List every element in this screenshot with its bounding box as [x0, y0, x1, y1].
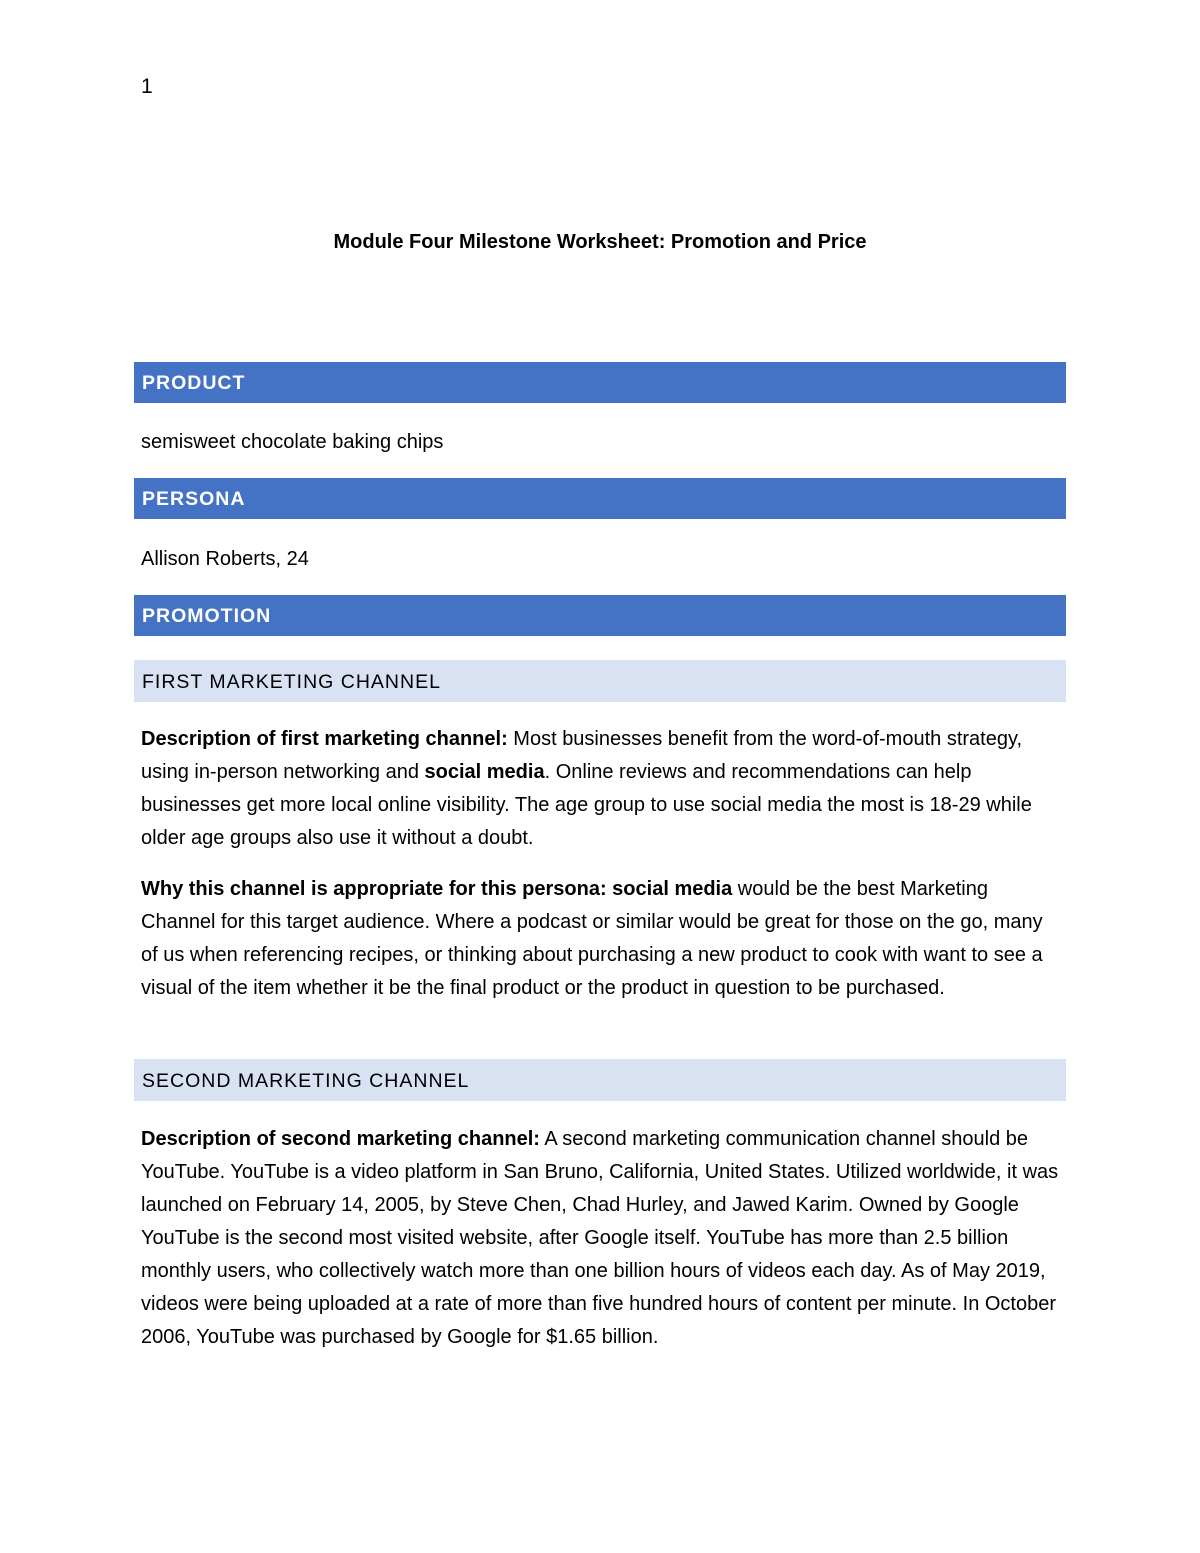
first-channel-description-bold: social media	[424, 761, 545, 783]
first-channel-rationale-text: would be the best Marketing Channel for this target audience. Where a podcast or similar would be great for those on the go, many of us when referencing recipes, or thinking about purchasing a new product to cook with want to see a visual of the item whether it be the final product or the product in question to be purchased.	[141, 878, 1043, 999]
first-channel-description-text-1: Most businesses benefit from the word-of-mouth strategy, using in-person networking and	[141, 728, 1023, 783]
second-channel-description-text: A second marketing communication channel should be YouTube. YouTube is a video platform in San Bruno, California, United States. Utilized worldwide, it was launched on February 14, 2005, by Steve Chen, Chad Hurley, and Jawed Karim. Owned by Google YouTube is the second most visited website, after Google itself. YouTube has more than 2.5 billion monthly users, who collectively watch more than one billion hours of videos each day. As of May 2019, videos were being uploaded at a rate of more than five hundred hours of content per minute. In October 2006, YouTube was purchased by Google for $1.65 billion.	[141, 1128, 1059, 1348]
first-channel-description	[141, 723, 1061, 855]
persona-value: Allison Roberts, 24	[141, 548, 309, 570]
product-section-header: PRODUCT	[134, 362, 1066, 403]
second-channel-description	[141, 1123, 1061, 1354]
first-channel-rationale	[141, 873, 1061, 1005]
first-channel-description-label: Description of first marketing channel:	[141, 728, 508, 750]
first-channel-rationale-label: Why this channel is appropriate for this persona: social media	[141, 878, 733, 900]
second-channel-description-label: Description of second marketing channel:	[141, 1128, 540, 1150]
page-number: 1	[141, 75, 153, 98]
second-channel-subheader: SECOND MARKETING CHANNEL	[134, 1059, 1066, 1101]
persona-section-header: PERSONA	[134, 478, 1066, 519]
first-channel-subheader: FIRST MARKETING CHANNEL	[134, 660, 1066, 702]
promotion-section-header: PROMOTION	[134, 595, 1066, 636]
first-channel-description-text-2: . Online reviews and recommendations can help businesses get more local online visibility. The age group to use social media the most is 18-29 while older age groups also use it without a doubt.	[141, 761, 1032, 849]
document-title: Module Four Milestone Worksheet: Promotion and Price	[333, 231, 867, 253]
product-value: semisweet chocolate baking chips	[141, 431, 444, 453]
